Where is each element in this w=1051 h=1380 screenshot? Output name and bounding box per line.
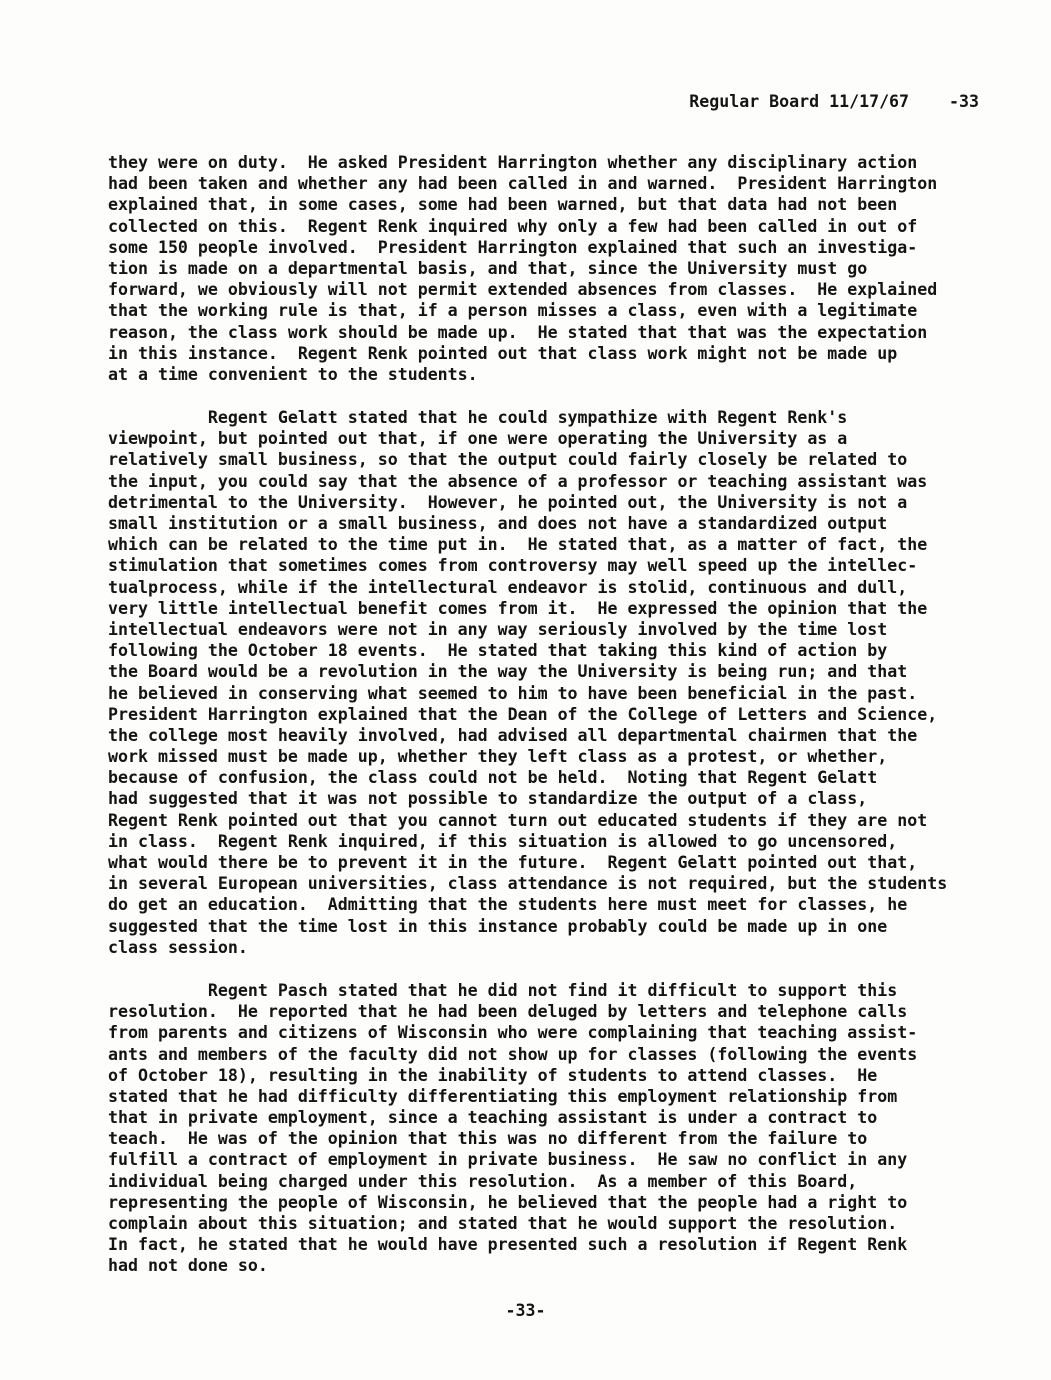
text-line: intellectual endeavors were not in any way seriously involved by the time lost — [108, 619, 888, 639]
text-line: explained that, in some cases, some had been warned, but that data had not been — [108, 195, 898, 215]
text-line: stimulation that sometimes comes from controversy may well speed up the intellec- — [108, 556, 918, 576]
running-title: Regular Board 11/17/67 — [689, 92, 910, 111]
text-line: had suggested that it was not possible to standardize the output of a class, — [108, 789, 868, 809]
text-line: individual being charged under this resolution. As a member of this Board, — [108, 1171, 858, 1191]
text-line: small institution or a small business, and does not have a standardized output — [108, 514, 888, 533]
text-line: following the October 18 events. He stated that taking this kind of action by — [108, 641, 888, 661]
text-line: that in private employment, since a teaching assistant is under a contract to — [108, 1108, 878, 1128]
paragraph-1 — [108, 152, 998, 385]
text-line: of October 18), resulting in the inability of students to attend classes. He — [108, 1065, 878, 1085]
text-line: the college most heavily involved, had advised all departmental chairmen that the — [108, 725, 918, 745]
text-line: do get an education. Admitting that the students here must meet for classes, he — [108, 895, 908, 915]
text-line: In fact, he stated that he would have presented such a resolution if Regent Renk — [108, 1235, 908, 1255]
text-line: at a time convenient to the students. — [108, 364, 478, 384]
text-line: ants and members of the faculty did not show up for classes (following the events — [108, 1044, 918, 1064]
paragraph-2 — [108, 407, 998, 958]
text-line: the Board would be a revolution in the way the University is being run; and that — [108, 662, 908, 682]
text-line: President Harrington explained that the Dean of the College of Letters and Science, — [108, 704, 938, 724]
text-line: reason, the class work should be made up. He stated that that was the expectation — [108, 322, 928, 342]
text-line: the input, you could say that the absence of a professor or teaching assistant was — [108, 471, 928, 491]
text-line: collected on this. Regent Renk inquired why only a few had been called in out of — [108, 216, 918, 236]
text-line: representing the people of Wisconsin, he believed that the people had a right to — [108, 1192, 908, 1212]
text-line: Regent Gelatt stated that he could sympathize with Regent Renk's — [108, 408, 848, 428]
text-line: they were on duty. He asked President Harrington whether any disciplinary action — [108, 153, 918, 172]
text-line: Regent Pasch stated that he did not find it difficult to support this — [108, 980, 898, 1000]
running-header — [689, 91, 979, 113]
text-line: tion is made on a departmental basis, and that, since the University must go — [108, 258, 868, 278]
text-line: stated that he had difficulty differentiating this employment relationship from — [108, 1086, 898, 1106]
text-line: work missed must be made up, whether they left class as a protest, or whether, — [108, 747, 888, 767]
text-line: Regent Renk pointed out that you cannot turn out educated students if they are not — [108, 810, 928, 830]
text-line: had not done so. — [108, 1256, 268, 1276]
text-line: relatively small business, so that the output could fairly closely be related to — [108, 450, 908, 470]
text-line: suggested that the time lost in this instance probably could be made up in one — [108, 916, 888, 936]
text-line: that the working rule is that, if a person misses a class, even with a legitimate — [108, 301, 918, 321]
text-line: teach. He was of the opinion that this was no different from the failure to — [108, 1129, 868, 1149]
text-line: some 150 people involved. President Harrington explained that such an investiga- — [108, 237, 918, 257]
text-line: from parents and citizens of Wisconsin who were complaining that teaching assist- — [108, 1023, 918, 1043]
page-number: -33- — [505, 1301, 546, 1320]
text-line: tualprocess, while if the intellectural endeavor is stolid, continuous and dull, — [108, 577, 908, 597]
text-line: which can be related to the time put in. He stated that, as a matter of fact, the — [108, 535, 928, 555]
text-line: because of confusion, the class could not be held. Noting that Regent Gelatt — [108, 768, 878, 788]
text-line: had been taken and whether any had been called in and warned. President Harrington — [108, 174, 938, 194]
text-line: complain about this situation; and stated that he would support the resolution. — [108, 1214, 898, 1233]
page-footer — [0, 1300, 1051, 1322]
text-line: very little intellectual benefit comes from it. He expressed the opinion that the — [108, 598, 928, 618]
text-line: class session. — [108, 937, 248, 957]
page-marker: -33 — [949, 92, 979, 111]
text-line: in class. Regent Renk inquired, if this situation is allowed to go uncensored, — [108, 831, 898, 851]
text-line: in this instance. Regent Renk pointed out that class work might not be made up — [108, 343, 898, 363]
text-line: forward, we obviously will not permit extended absences from classes. He explained — [108, 280, 938, 300]
body-text — [108, 152, 998, 1277]
text-line: detrimental to the University. However, he pointed out, the University is not a — [108, 492, 908, 512]
text-line: in several European universities, class attendance is not required, but the students — [108, 874, 948, 894]
text-line: fulfill a contract of employment in private business. He saw no conflict in any — [108, 1150, 908, 1170]
text-line: viewpoint, but pointed out that, if one were operating the University as a — [108, 429, 848, 449]
text-line: what would there be to prevent it in the future. Regent Gelatt pointed out that, — [108, 853, 918, 872]
text-line: he believed in conserving what seemed to him to have been beneficial in the past. — [108, 683, 918, 703]
text-line: resolution. He reported that he had been deluged by letters and telephone calls — [108, 1002, 908, 1022]
paragraph-3 — [108, 980, 998, 1277]
